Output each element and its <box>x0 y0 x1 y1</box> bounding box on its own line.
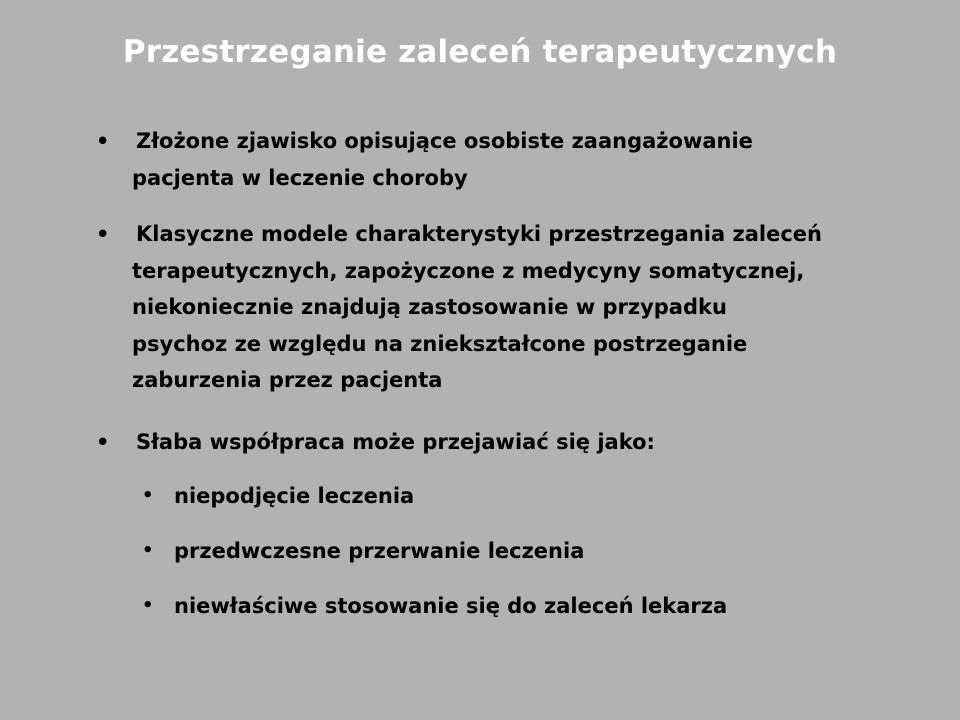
bullet-text <box>132 123 896 196</box>
bullet-line: psychoz ze względu na zniekształcone postrzeganie <box>132 331 748 356</box>
sub-bullet-text: niewłaściwe stosowanie się do zaleceń lekarza <box>174 594 728 618</box>
sub-bullet-icon: • <box>142 595 154 616</box>
bullet-text <box>136 424 896 461</box>
bullet-line: Klasyczne modele charakterystyki przestrzegania zaleceń <box>136 222 822 246</box>
bullet-line: niekoniecznie znajdują zastosowanie w przypadku <box>132 295 727 319</box>
bullet-item <box>96 123 896 196</box>
bullet-icon: • <box>96 129 110 153</box>
sub-bullet-text: przedwczesne przerwanie leczenia <box>174 539 585 563</box>
sub-bullet-text: niepodjęcie leczenia <box>174 484 415 508</box>
bullet-line: Złożone zjawisko opisujące osobiste zaangażowanie <box>136 129 753 153</box>
bullet-icon: • <box>96 222 110 246</box>
bullet-line: Słaba współpraca może przejawiać się jako: <box>136 430 655 454</box>
sub-bullet-icon: • <box>142 485 154 506</box>
bullet-line: zaburzenia przez pacjenta <box>132 368 443 392</box>
sub-bullet-item <box>142 533 842 569</box>
sub-bullet-item <box>142 478 842 514</box>
slide-title: Przestrzeganie zaleceń terapeutycznych <box>122 34 838 70</box>
bullet-item <box>96 424 896 461</box>
bullet-line: pacjenta w leczenie choroby <box>132 165 468 190</box>
bullet-text <box>132 216 916 399</box>
sub-bullet-item <box>142 588 842 624</box>
sub-bullet-icon: • <box>142 540 154 561</box>
bullet-line: terapeutycznych, zapożyczone z medycyny somatycznej, <box>132 258 805 283</box>
bullet-icon: • <box>96 430 110 454</box>
bullet-item <box>96 216 916 399</box>
